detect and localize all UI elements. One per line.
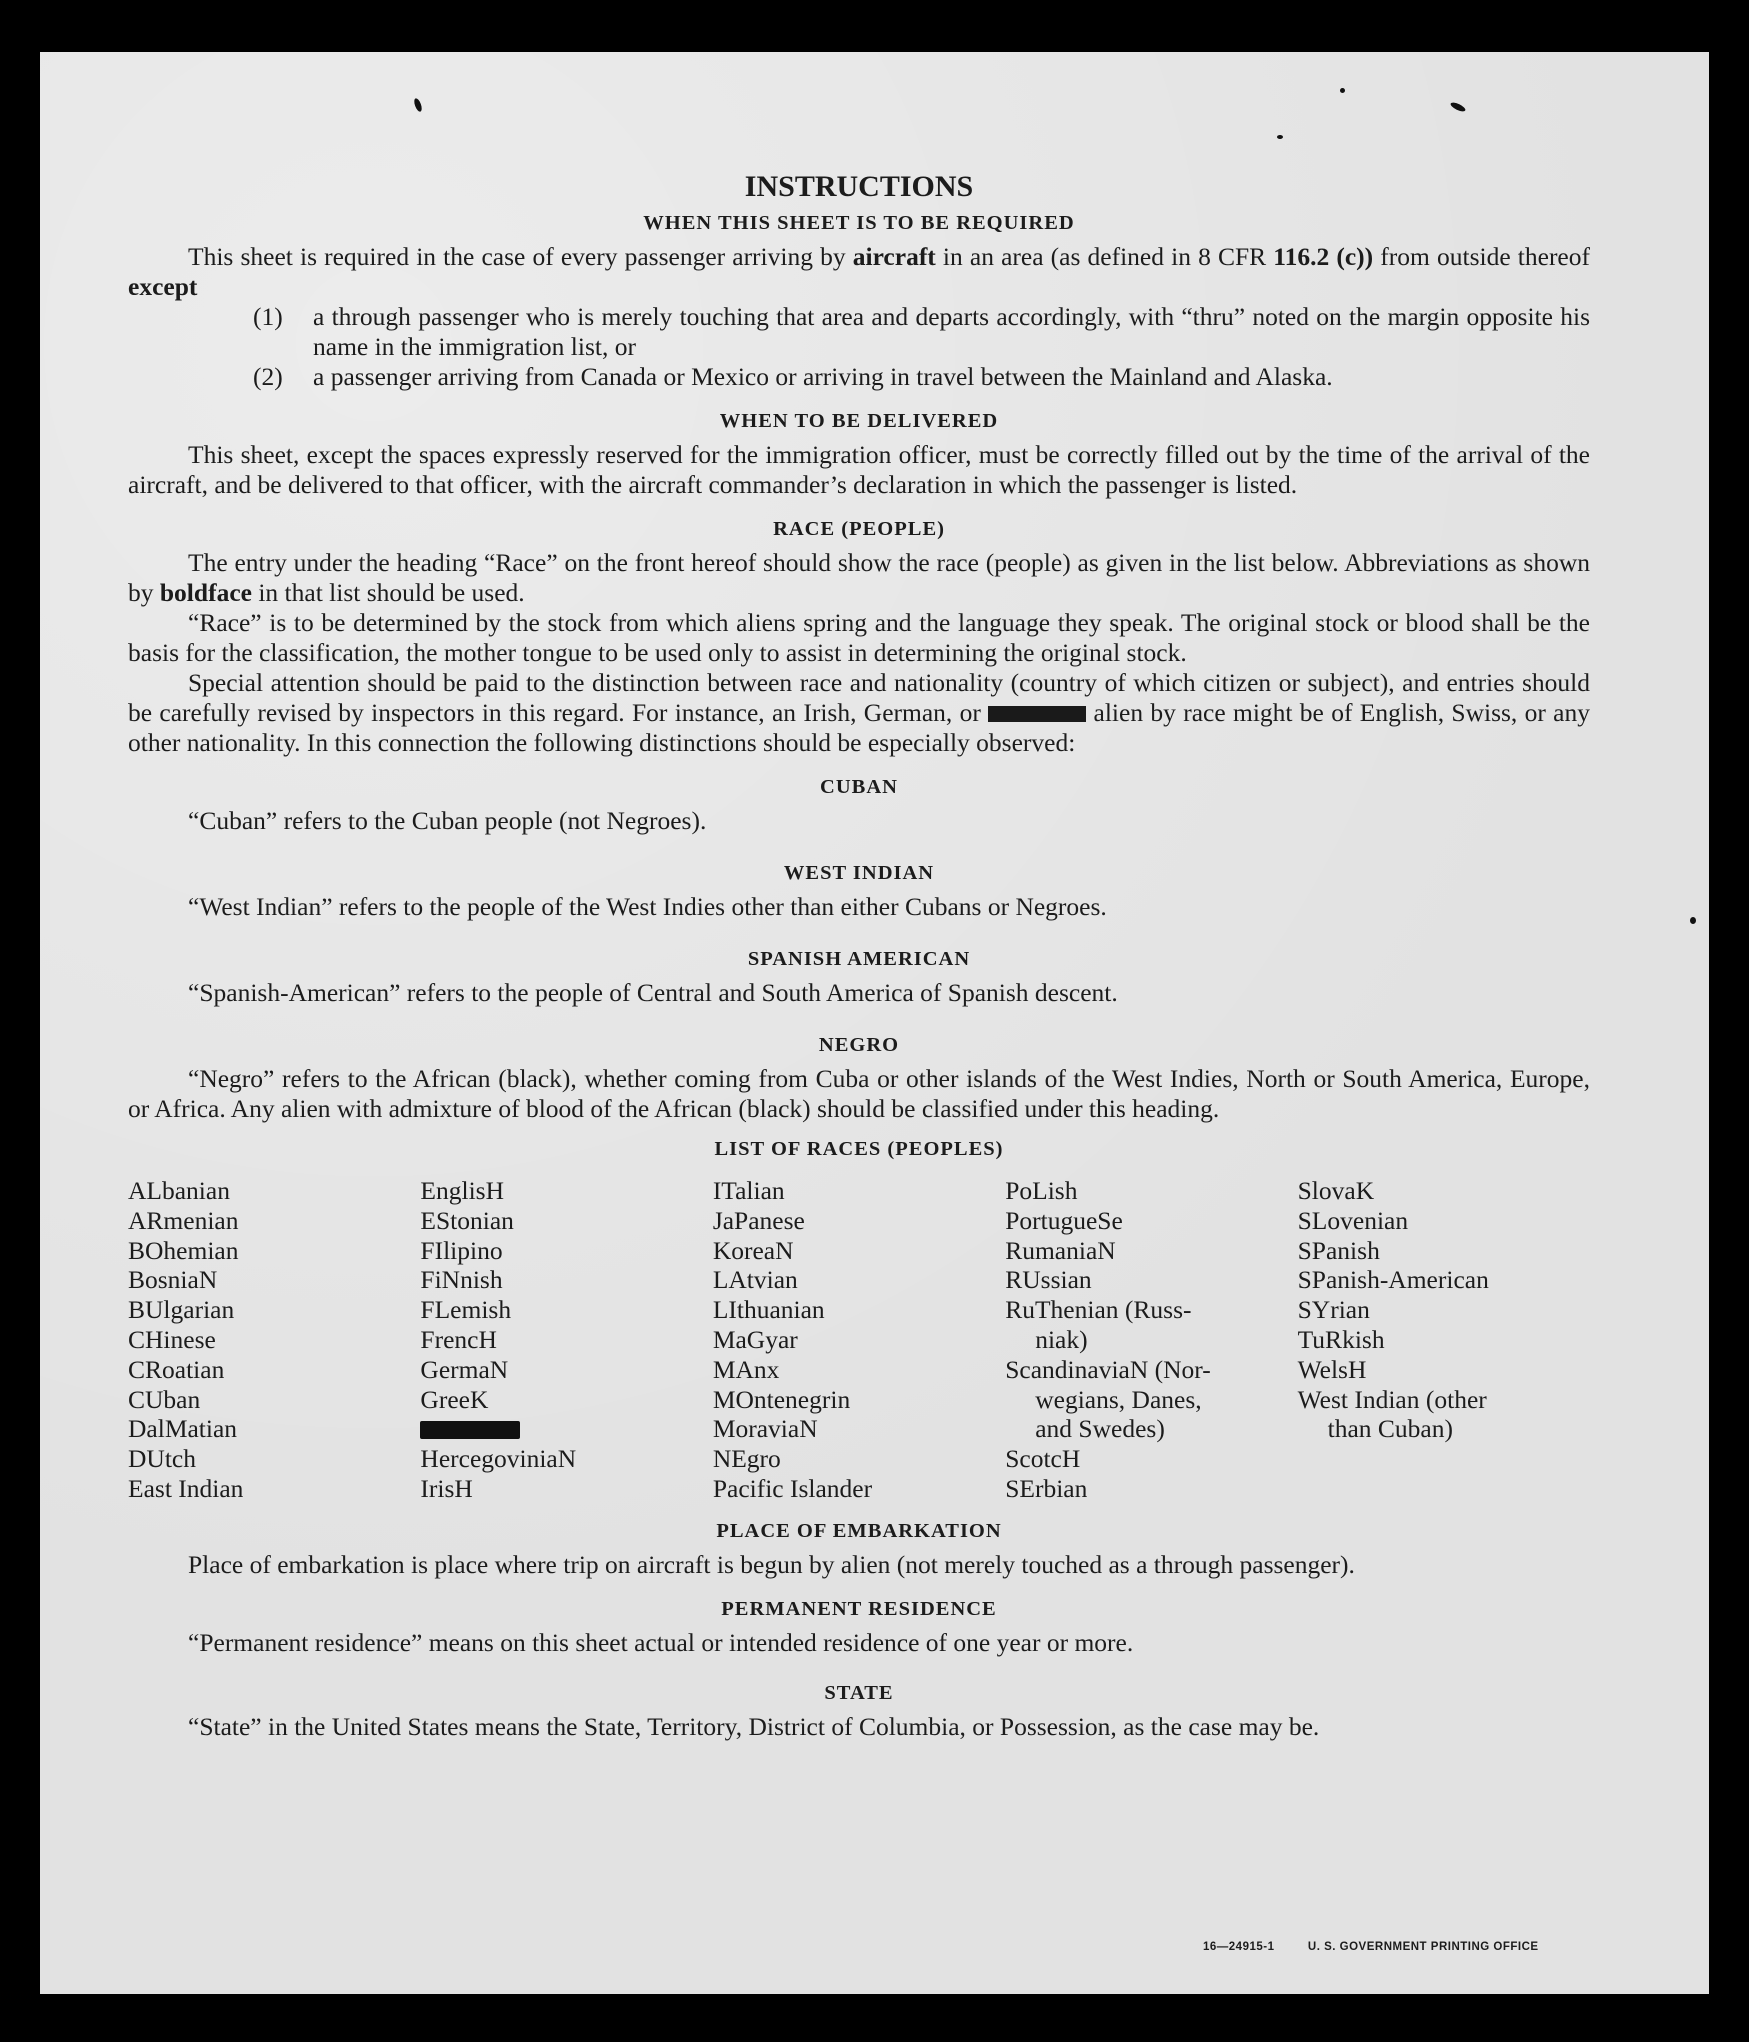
race-entry: ScandinaviaN (Nor- (1005, 1354, 1211, 1384)
race-entry: FIlipino (420, 1235, 503, 1265)
race-entry: RUssian (1005, 1265, 1092, 1295)
scan-speck (1277, 135, 1283, 139)
race-entry: IrisH (420, 1473, 473, 1503)
race-entry: ARmenian (128, 1205, 239, 1235)
paragraph-when-required: This sheet is required in the case of every passenger arriving by aircraft in an area (as defined in 8 CFR 116.2 (c)) from outside thereof except (128, 242, 1590, 301)
document-page (40, 52, 1709, 1994)
race-entry: JaPanese (712, 1205, 805, 1235)
heading-negro: NEGRO (818, 1034, 900, 1056)
redaction-mark (988, 706, 1086, 722)
race-entry: MoraviaN (712, 1414, 818, 1444)
race-column-5 (1298, 1176, 1590, 1504)
race-entry: MaGyar (712, 1324, 798, 1354)
race-entry: East Indian (128, 1473, 244, 1503)
race-entry: LIthuanian (712, 1295, 825, 1325)
paragraph-race-3: Special attention should be paid to the distinction between race and nationality (country of which citizen or subject), and entries should be carefully revised by inspectors in this regard. For instance, an Irish, German, or alien by race might be of English, Swiss, or any other nationality. In this connection the following distinctions should be especially observed: (128, 668, 1590, 757)
heading-when-delivered: WHEN TO BE DELIVERED (719, 410, 999, 432)
scan-speck (1690, 917, 1696, 924)
race-entry: GermaN (420, 1354, 509, 1384)
race-entry: EnglisH (420, 1176, 504, 1205)
printer-name: U. S. GOVERNMENT PRINTING OFFICE (1307, 1941, 1539, 1953)
paragraph-permanent-residence: “Permanent residence” means on this sheet actual or intended residence of one year or more. (188, 1627, 1134, 1657)
race-column-1 (128, 1176, 420, 1504)
race-entry: SYrian (1297, 1295, 1370, 1325)
race-entry: GreeK (420, 1384, 489, 1414)
race-column-2 (420, 1176, 712, 1504)
race-entry: EStonian (420, 1205, 514, 1235)
heading-permanent-residence: PERMANENT RESIDENCE (721, 1597, 997, 1620)
page-title: INSTRUCTIONS (744, 170, 974, 203)
race-entry: DalMatian (128, 1414, 238, 1444)
race-entry: SErbian (1005, 1473, 1088, 1503)
heading-state: STATE (824, 1681, 894, 1704)
heading-when-required: WHEN THIS SHEET IS TO BE REQUIRED (643, 212, 1075, 234)
race-entry: LAtvian (712, 1265, 798, 1295)
scan-speck (1340, 88, 1345, 93)
race-column-3 (713, 1176, 1005, 1504)
race-entry: BUlgarian (128, 1295, 235, 1325)
paragraph-race-2: “Race” is to be determined by the stock from which aliens spring and the language they speak. The original stock or blood shall be the basis for the classification, the mother tongue to be used only to assist in determining the original stock. (128, 608, 1590, 667)
paragraph-cuban: “Cuban” refers to the Cuban people (not Negroes). (188, 806, 707, 835)
paragraph-spanish-american: “Spanish-American” refers to the people of Central and South America of Spanish descent. (188, 978, 1118, 1007)
race-entry: HercegoviniaN (420, 1444, 577, 1474)
paragraph-race-1: The entry under the heading “Race” on the front hereof should show the race (people) as given in the list below. Abbreviations as shown by boldface in that list should be used. (128, 548, 1590, 607)
heading-spanish-american: SPANISH AMERICAN (747, 948, 971, 970)
paragraph-place-of-embarkation: Place of embarkation is place where trip on aircraft is begun by alien (not merely touched as a through passenger). (188, 1549, 1355, 1579)
paragraph-negro: “Negro” refers to the African (black), whether coming from Cuba or other islands of the West Indies, North or South America, Europe, or Africa. Any alien with admixture of blood of the African (black) should be classified under this heading. (128, 1064, 1590, 1123)
race-entry: PortugueSe (1005, 1205, 1123, 1235)
race-entry-continued: niak) (1035, 1324, 1088, 1354)
race-entry: FLemish (420, 1295, 512, 1325)
scan-speck (1449, 101, 1466, 113)
race-entry: ITalian (712, 1176, 785, 1205)
paragraph-state: “State” in the United States means the State, Territory, District of Columbia, or Possession, as the case may be. (188, 1711, 1320, 1741)
race-entry: MAnx (712, 1354, 780, 1384)
race-entry: ScotcH (1005, 1444, 1081, 1474)
race-entry: BosniaN (128, 1265, 218, 1295)
exception-item-2: (2) a passenger arriving from Canada or Mexico or arriving in travel between the Mainland and Alaska. (253, 362, 1333, 391)
race-entry: DUtch (128, 1444, 196, 1474)
form-number: 16—24915-1 (1203, 1941, 1275, 1953)
race-entry: SPanish (1297, 1235, 1380, 1265)
race-entry: NEgro (712, 1444, 781, 1474)
race-entry-continued: wegians, Danes, (1035, 1384, 1202, 1414)
race-entry: KoreaN (712, 1235, 794, 1265)
race-entry: West Indian (other (1297, 1384, 1487, 1414)
race-column-4 (1005, 1176, 1297, 1504)
race-entry: CHinese (128, 1324, 216, 1354)
printer-imprint (1203, 1941, 1539, 1953)
race-entry: PoLish (1005, 1176, 1078, 1205)
race-entry-redacted (420, 1414, 712, 1444)
race-entry: SPanish-American (1297, 1265, 1489, 1295)
race-entry: FiNnish (420, 1265, 503, 1295)
race-entry: RuThenian (Russ- (1005, 1295, 1192, 1325)
race-entry: ALbanian (128, 1176, 230, 1205)
race-entry: RumaniaN (1005, 1235, 1116, 1265)
heading-place-of-embarkation: PLACE OF EMBARKATION (716, 1519, 1002, 1542)
race-entry: SlovaK (1297, 1176, 1375, 1205)
heading-race: RACE (PEOPLE) (773, 518, 945, 540)
instructions-body (128, 172, 1590, 1742)
race-entry: BOhemian (128, 1235, 239, 1265)
heading-cuban: CUBAN (820, 776, 898, 798)
scan-speck (413, 97, 423, 112)
race-entry: WelsH (1297, 1354, 1367, 1384)
race-entry: CRoatian (128, 1354, 225, 1384)
exception-item-1: (1) a through passenger who is merely touching that area and departs accordingly, with “thru” noted on the margin opposite his name in the immigration list, or (253, 302, 1590, 361)
race-entry-continued: and Swedes) (1035, 1414, 1165, 1444)
race-entry: MOntenegrin (712, 1384, 851, 1414)
race-entry: Pacific Islander (712, 1473, 873, 1503)
race-entry-continued: than Cuban) (1327, 1414, 1453, 1444)
race-entry: SLovenian (1297, 1205, 1409, 1235)
race-entry: CUban (128, 1384, 201, 1414)
paragraph-west-indian: “West Indian” refers to the people of the West Indies other than either Cubans or Negroes. (188, 892, 1107, 921)
race-list (128, 1176, 1590, 1504)
heading-list-of-races: LIST OF RACES (PEOPLES) (714, 1138, 1004, 1160)
race-entry: TuRkish (1297, 1324, 1385, 1354)
redaction-mark (420, 1421, 520, 1439)
paragraph-when-delivered: This sheet, except the spaces expressly reserved for the immigration officer, must be correctly filled out by the time of the arrival of the aircraft, and be delivered to that officer, with the aircraft commander’s declaration in which the passenger is listed. (128, 440, 1590, 499)
heading-west-indian: WEST INDIAN (783, 862, 935, 884)
race-entry: FrencH (420, 1324, 497, 1354)
